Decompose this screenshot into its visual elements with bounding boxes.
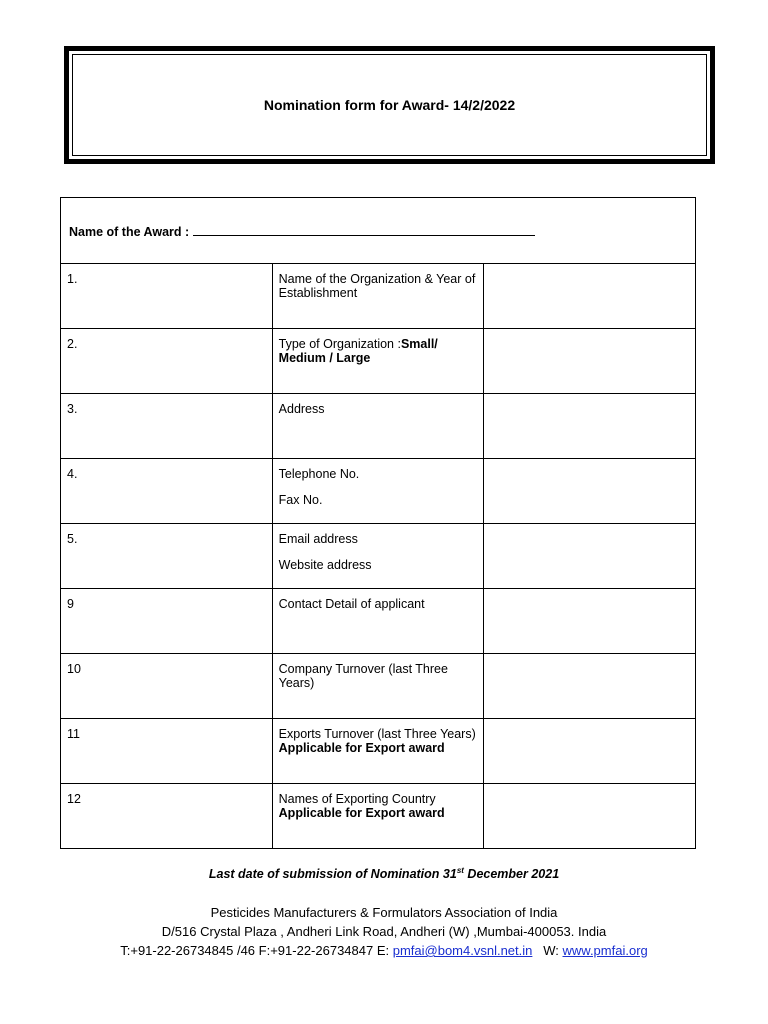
form-row: [61, 524, 696, 589]
row-label-note: Applicable for Export award: [278, 741, 445, 755]
row-label: [272, 264, 484, 329]
form-row: [61, 719, 696, 784]
row-label-text: Names of Exporting Country: [278, 792, 436, 806]
award-name-row: [61, 198, 696, 264]
row-label-text: Name of the Organization & Year of Establishment: [278, 272, 476, 300]
row-label: [272, 524, 484, 589]
row-number: 9: [61, 589, 273, 654]
title-box: [64, 46, 715, 164]
row-entry-field[interactable]: [484, 719, 696, 784]
row-entry-field[interactable]: [484, 784, 696, 849]
footer-web-prefix: W:: [532, 943, 563, 958]
footer-website-link[interactable]: www.pmfai.org: [562, 943, 648, 958]
row-label: [272, 459, 484, 524]
form-row: [61, 329, 696, 394]
row-entry-field[interactable]: [484, 264, 696, 329]
row-number: 3.: [61, 394, 273, 459]
row-label-gap: [279, 481, 478, 493]
row-number: 12: [61, 784, 273, 849]
award-name-separator: :: [181, 224, 193, 239]
row-entry-field[interactable]: [484, 654, 696, 719]
footer-address: D/516 Crystal Plaza , Andheri Link Road, Andheri (W) ,Mumbai-400053. India: [161, 924, 607, 939]
award-name-label: Name of the Award: [69, 224, 182, 239]
row-label-note: Applicable for Export award: [278, 806, 445, 820]
footer-email-link[interactable]: pmfai@bom4.vsnl.net.in: [392, 943, 533, 958]
row-label: [272, 394, 484, 459]
row-label-second-line: Website address: [278, 558, 372, 572]
nomination-form-table: [60, 197, 696, 849]
form-row: [61, 394, 696, 459]
footer: [0, 903, 768, 960]
submission-deadline: [0, 866, 768, 881]
row-label-text: Exports Turnover (last Three Years): [278, 727, 476, 741]
deadline-suffix: December 2021: [463, 867, 560, 882]
form-row: [61, 784, 696, 849]
footer-contact: [0, 941, 768, 960]
row-label-second-line: Fax No.: [278, 493, 323, 507]
form-row: [61, 654, 696, 719]
row-label-gap: [279, 546, 478, 558]
form-title: Nomination form for Award- 14/2/2022: [263, 97, 516, 113]
row-label-text: Address: [278, 402, 325, 416]
row-label: [272, 589, 484, 654]
row-entry-field[interactable]: [484, 524, 696, 589]
deadline-ordinal: st: [456, 866, 464, 875]
form-row: [61, 264, 696, 329]
row-entry-field[interactable]: [484, 329, 696, 394]
row-entry-field[interactable]: [484, 459, 696, 524]
row-number: 2.: [61, 329, 273, 394]
row-label-text: Telephone No.: [278, 467, 360, 481]
row-label-text: Company Turnover (last Three Years): [278, 662, 448, 690]
row-entry-field[interactable]: [484, 589, 696, 654]
row-label: [272, 784, 484, 849]
row-number: 1.: [61, 264, 273, 329]
row-entry-field[interactable]: [484, 394, 696, 459]
row-label: [272, 329, 484, 394]
footer-phone-fax: T:+91-22-26734845 /46 F:+91-22-26734847 E:: [120, 943, 393, 958]
row-number: 4.: [61, 459, 273, 524]
row-label: [272, 719, 484, 784]
row-number: 11: [61, 719, 273, 784]
deadline-prefix: Last date of submission of Nomination 31: [208, 867, 457, 882]
award-name-cell[interactable]: [61, 198, 696, 264]
footer-organization: Pesticides Manufacturers & Formulators Association of India: [210, 905, 558, 920]
row-label-text: Type of Organization :: [278, 337, 401, 351]
form-row: [61, 459, 696, 524]
row-label-bold-text: Small/ Medium / Large: [278, 337, 438, 365]
row-label-text: Contact Detail of applicant: [278, 597, 425, 611]
row-label: [272, 654, 484, 719]
award-name-blank-line[interactable]: [193, 223, 535, 236]
row-number: 5.: [61, 524, 273, 589]
row-label-text: Email address: [278, 532, 358, 546]
form-row: [61, 589, 696, 654]
row-number: 10: [61, 654, 273, 719]
